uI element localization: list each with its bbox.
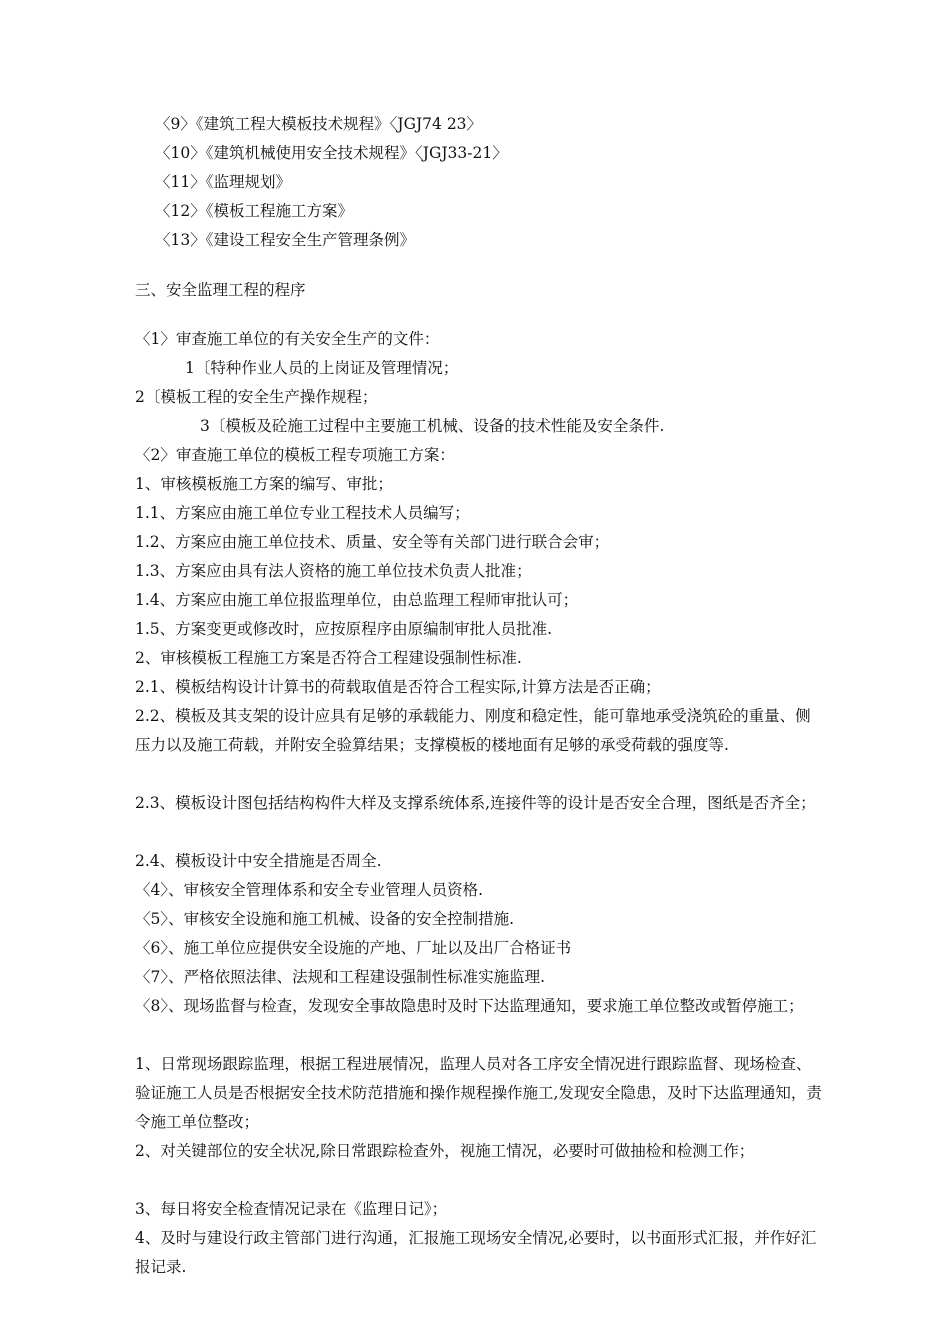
item2-p2-2: 2.2、模板及其支架的设计应具有足够的承载能力、刚度和稳定性，能可靠地承受浇筑砼的重量、侧压力以及施工荷载，并附安全验算结果；支撑模板的楼地面有足够的承受荷载的强度等. <box>135 707 811 754</box>
item8-p2: 2、对关键部位的安全状况,除日常跟踪检查外，视施工情况，必要时可做抽检和检测工作； <box>135 1142 755 1160</box>
item8-p3: 3、每日将安全检查情况记录在《监理日记》； <box>135 1200 448 1218</box>
reference-item: 〈11〉《监理规划》 <box>155 173 291 191</box>
item2-p1: 1、审核模板施工方案的编写、审批； <box>135 475 393 493</box>
item2-p2-4: 2.4、模板设计中安全措施是否周全. <box>135 852 382 870</box>
item8-heading: 〈8〉、现场监督与检查，发现安全事故隐患时及时下达监理通知，要求施工单位整改或暂停施工； <box>135 997 804 1015</box>
item8-p1: 1、日常现场跟踪监理，根据工程进展情况，监理人员对各工序安全情况进行跟踪监督、现场检查、验证施工人员是否根据安全技术防范措施和操作规程操作施工,发现安全隐患，及时下达监理通知，责令施工单位整改； <box>135 1055 822 1131</box>
item1-sub1: 1〔特种作业人员的上岗证及管理情况； <box>185 359 459 377</box>
item2-p1-5: 1.5、方案变更或修改时，应按原程序由原编制审批人员批准. <box>135 620 553 638</box>
item1-heading: 〈1〉审查施工单位的有关安全生产的文件： <box>135 330 440 348</box>
reference-item: 〈12〉《模板工程施工方案》 <box>155 202 353 220</box>
item2-p2-3: 2.3、模板设计图包括结构构件大样及支撑系统体系,连接件等的设计是否安全合理，图纸是否齐全； <box>135 794 816 812</box>
item1-sub2: 2〔模板工程的安全生产操作规程； <box>135 388 378 406</box>
item1-sub3: 3〔模板及砼施工过程中主要施工机械、设备的技术性能及安全条件. <box>200 417 665 435</box>
item2-p1-1: 1.1、方案应由施工单位专业工程技术人员编写； <box>135 504 470 522</box>
item4: 〈4〉、审核安全管理体系和安全专业管理人员资格. <box>135 881 484 899</box>
reference-item: 〈13〉《建设工程安全生产管理条例》 <box>155 231 415 249</box>
item2-p1-3: 1.3、方案应由具有法人资格的施工单位技术负责人批准； <box>135 562 532 580</box>
item7: 〈7〉、严格依照法律、法规和工程建设强制性标准实施监理. <box>135 968 546 986</box>
item6: 〈6〉、施工单位应提供安全设施的产地、厂址以及出厂合格证书 <box>135 939 572 957</box>
section-title: 三、安全监理工程的程序 <box>135 281 306 299</box>
item8-p4: 4、及时与建设行政主管部门进行沟通，汇报施工现场安全情况,必要时，以书面形式汇报，并作好汇报记录. <box>135 1229 817 1276</box>
item5: 〈5〉、审核安全设施和施工机械、设备的安全控制措施. <box>135 910 515 928</box>
reference-item: 〈9〉《建筑工程大模板技术规程》〈JGJ74 23〉 <box>155 115 483 133</box>
reference-item: 〈10〉《建筑机械使用安全技术规程》〈JGJ33-21〉 <box>155 144 508 162</box>
item2-p2-1: 2.1、模板结构设计计算书的荷载取值是否符合工程实际,计算方法是否正确； <box>135 678 661 696</box>
item2-p2: 2、审核模板工程施工方案是否符合工程建设强制性标准. <box>135 649 522 667</box>
item2-heading: 〈2〉审查施工单位的模板工程专项施工方案： <box>135 446 455 464</box>
item2-p1-2: 1.2、方案应由施工单位技术、质量、安全等有关部门进行联合会审； <box>135 533 610 551</box>
item2-p1-4: 1.4、方案应由施工单位报监理单位，由总监理工程师审批认可； <box>135 591 579 609</box>
